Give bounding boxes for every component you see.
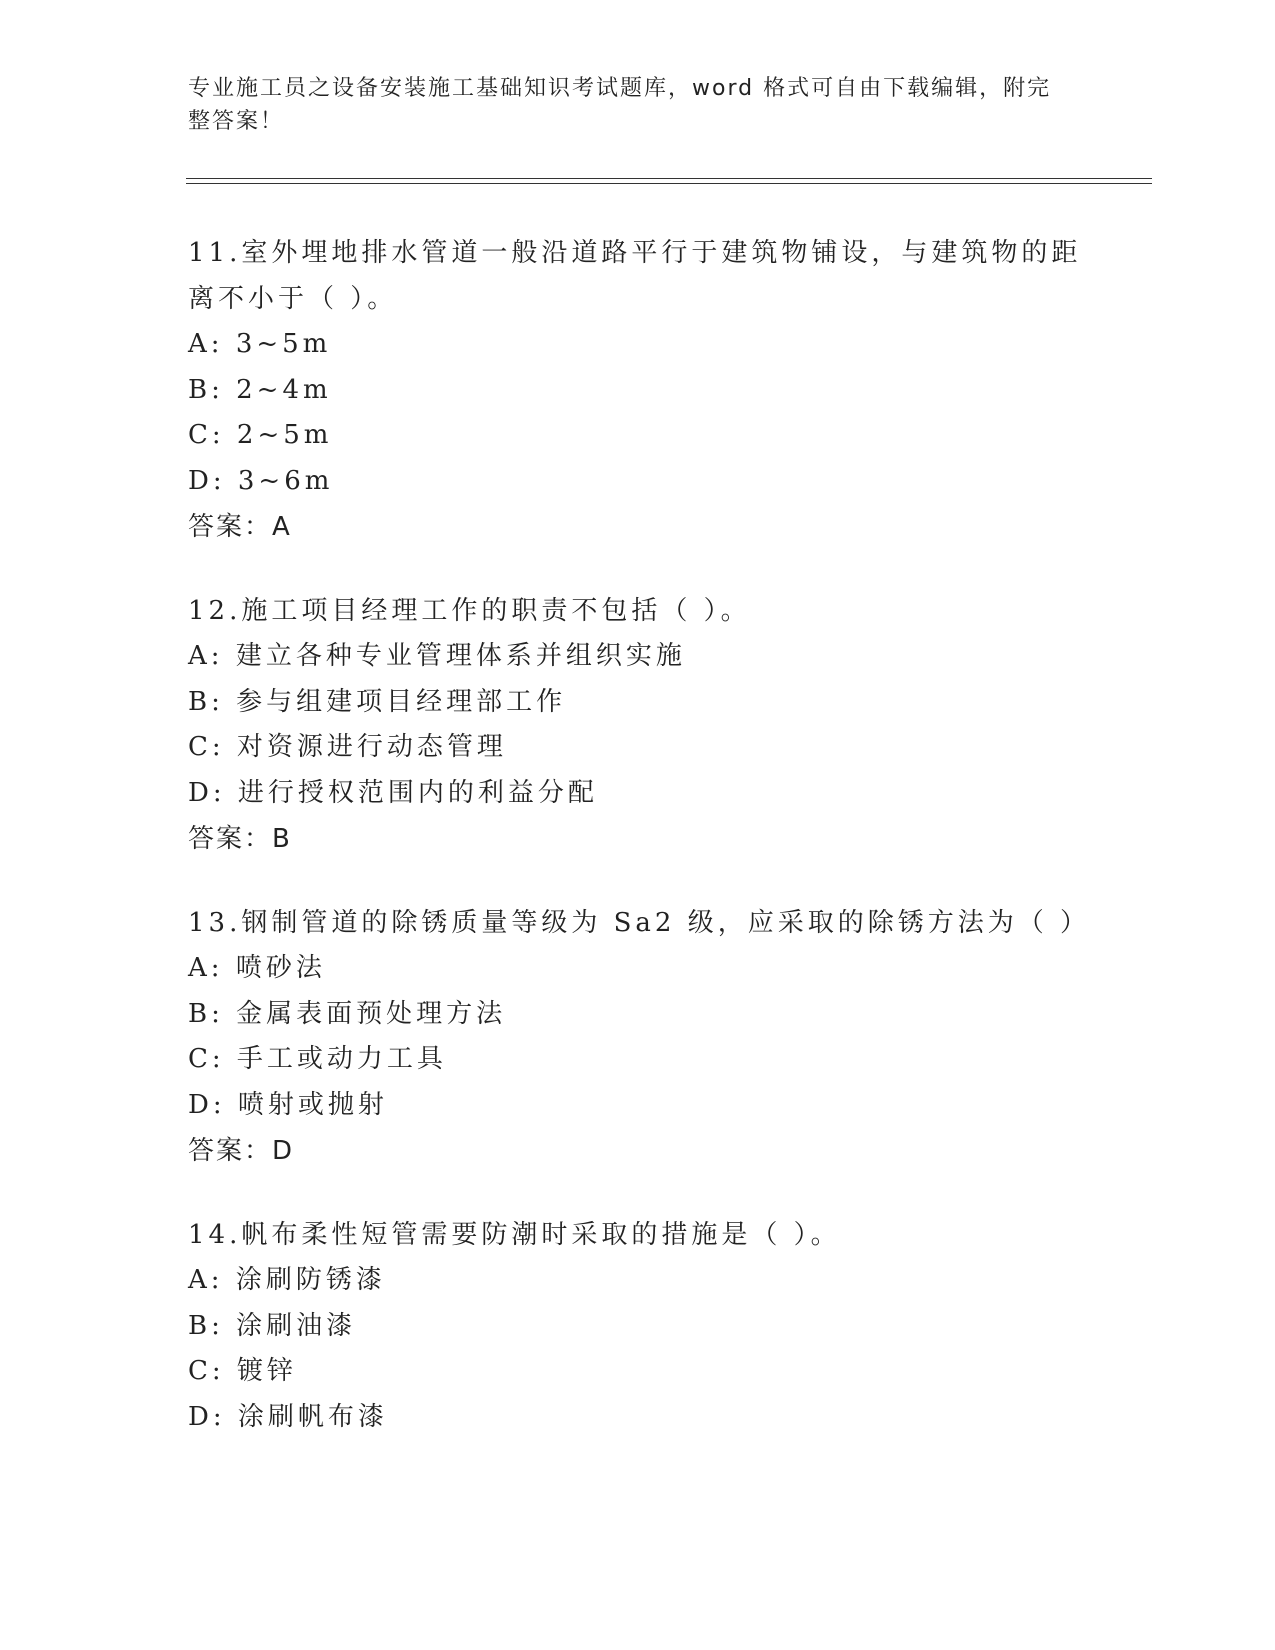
question-stem: 11.室外埋地排水管道一般沿道路平行于建筑物铺设，与建筑物的距离不小于（ ）。 [188,238,1082,314]
option-text: 对资源进行动态管理 [236,732,507,762]
option-d [188,1395,1088,1441]
option-letter: A: [188,329,224,359]
question-stem: 13.钢制管道的除锈质量等级为 Sa2 级，应采取的除锈方法为（ ） [188,908,1090,938]
option-text: 建立各种专业管理体系并组织实施 [235,641,686,671]
option-letter: C: [188,1044,225,1074]
header-rule-bottom [186,183,1152,184]
answer-line: 答案：A [188,512,292,542]
question-11 [188,230,1088,550]
option-letter: C: [188,1356,225,1386]
option-letter: D: [188,465,226,496]
question-12 [188,588,1088,862]
option-text: 喷射或抛射 [237,1089,388,1120]
answer-line: 答案：B [188,824,292,854]
option-d [188,771,1088,817]
option-text: 涂刷防锈漆 [235,1265,386,1295]
question-list [188,230,1088,1478]
option-text: 镀锌 [236,1356,297,1386]
question-stem: 12.施工项目经理工作的职责不包括（ ）。 [188,596,751,626]
header-rule-top [186,178,1152,179]
option-c [188,1349,1088,1395]
option-letter: B: [188,374,224,405]
option-a [188,322,1088,368]
question-14 [188,1212,1088,1440]
option-letter: B: [188,1310,224,1341]
option-b [188,368,1088,414]
option-b [188,1304,1088,1350]
option-text: 3~5m [235,329,332,359]
option-letter: D: [188,1089,226,1120]
option-c [188,413,1088,459]
option-letter: B: [188,998,224,1029]
option-text: 手工或动力工具 [236,1044,447,1074]
option-text: 涂刷帆布漆 [237,1401,388,1432]
option-d [188,1083,1088,1129]
option-text: 2~5m [236,420,333,450]
option-letter: A: [188,1265,224,1295]
option-b [188,992,1088,1038]
option-c [188,725,1088,771]
option-c [188,1037,1088,1083]
option-letter: C: [188,420,225,450]
option-letter: C: [188,732,225,762]
option-a [188,634,1088,680]
option-d [188,459,1088,505]
option-text: 参与组建项目经理部工作 [236,686,567,717]
answer-line: 答案：D [188,1136,295,1166]
option-text: 喷砂法 [235,953,326,983]
option-letter: D: [188,1401,226,1432]
option-text: 2~4m [236,374,332,405]
option-letter: A: [188,953,224,983]
option-text: 3~6m [237,465,334,496]
question-stem: 14.帆布柔性短管需要防潮时采取的措施是（ ）。 [188,1220,841,1250]
option-text: 涂刷油漆 [236,1310,357,1341]
option-letter: A: [188,641,224,671]
option-letter: D: [188,777,226,808]
option-text: 金属表面预处理方法 [236,998,507,1029]
option-text: 进行授权范围内的利益分配 [237,777,598,808]
question-13 [188,900,1088,1174]
option-a [188,1258,1088,1304]
option-a [188,946,1088,992]
option-b [188,680,1088,726]
document-header: 专业施工员之设备安装施工基础知识考试题库，word 格式可自由下载编辑，附完整答案！ [188,76,1052,134]
option-letter: B: [188,686,224,717]
